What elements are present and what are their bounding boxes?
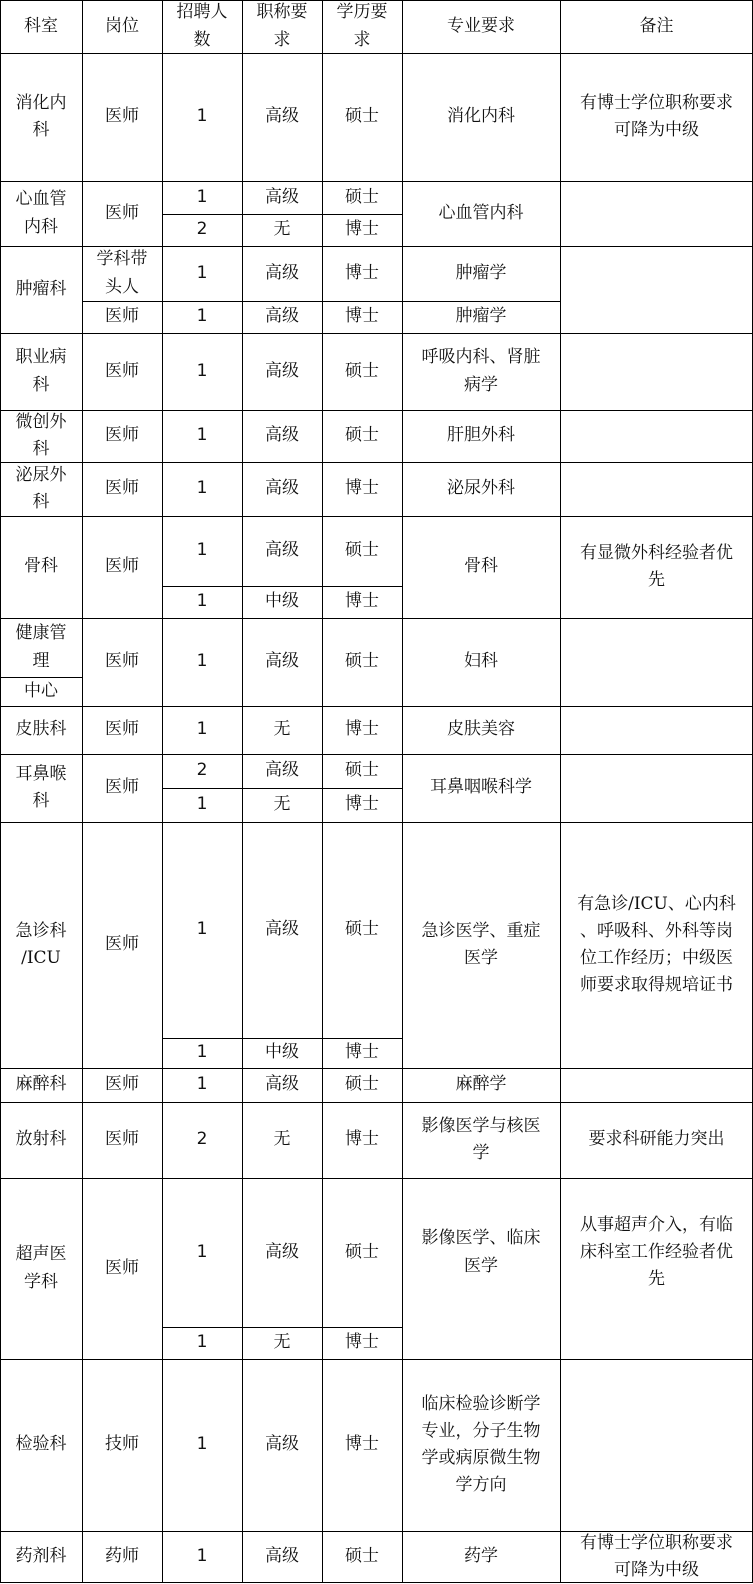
edu-req-cell: 博士 bbox=[345, 262, 379, 283]
position-cell: 技师 bbox=[105, 1434, 139, 1455]
grid-line bbox=[0, 516, 753, 517]
grid-line bbox=[162, 214, 402, 215]
major-cell: 麻醉学 bbox=[455, 1074, 507, 1095]
edu-req-cell: 博士 bbox=[345, 1332, 379, 1353]
grid-line bbox=[162, 1038, 402, 1039]
count-cell: 1 bbox=[196, 262, 208, 283]
edu-req-cell: 硕士 bbox=[345, 1074, 379, 1095]
grid-line bbox=[322, 0, 323, 1583]
dept-cell: 检验科 bbox=[15, 1434, 67, 1455]
title-req-cell: 高级 bbox=[265, 186, 299, 207]
position-cell: 医师 bbox=[105, 202, 139, 223]
position-cell: 医师 bbox=[105, 651, 139, 672]
dept-cell: 超声医 学科 bbox=[15, 1244, 67, 1292]
grid-line bbox=[0, 754, 753, 755]
remark-cell: 有显微外科经验者优 先 bbox=[580, 542, 733, 590]
major-cell: 耳鼻咽喉科学 bbox=[430, 777, 532, 798]
count-cell: 1 bbox=[196, 186, 208, 207]
title-req-cell: 高级 bbox=[265, 1241, 299, 1262]
edu-req-cell: 硕士 bbox=[345, 186, 379, 207]
position-cell: 医师 bbox=[105, 478, 139, 499]
grid-line bbox=[0, 0, 1, 1583]
major-cell: 消化内科 bbox=[447, 106, 515, 127]
position-cell: 医师 bbox=[105, 360, 139, 381]
dept-cell: 骨科 bbox=[24, 556, 58, 577]
dept-cell: 肿瘤科 bbox=[15, 278, 67, 299]
dept-cell: 健康管 理 bbox=[15, 623, 67, 671]
position-cell: 医师 bbox=[105, 106, 139, 127]
count-cell: 1 bbox=[196, 1042, 208, 1063]
grid-line bbox=[0, 706, 753, 707]
count-cell: 2 bbox=[196, 1129, 208, 1150]
edu-req-cell: 硕士 bbox=[345, 106, 379, 127]
edu-req-cell: 博士 bbox=[345, 794, 379, 815]
major-cell: 心血管内科 bbox=[438, 202, 524, 223]
header-dept: 科室 bbox=[24, 15, 58, 36]
grid-line bbox=[162, 586, 402, 587]
grid-line bbox=[0, 1102, 753, 1103]
count-cell: 2 bbox=[196, 760, 208, 781]
position-cell: 医师 bbox=[105, 934, 139, 955]
major-cell: 影像医学与核医 学 bbox=[421, 1115, 541, 1163]
count-cell: 2 bbox=[196, 219, 208, 240]
edu-req-cell: 硕士 bbox=[345, 919, 379, 940]
edu-req-cell: 硕士 bbox=[345, 1241, 379, 1262]
count-cell: 1 bbox=[196, 1074, 208, 1095]
title-req-cell: 高级 bbox=[265, 306, 299, 327]
dept-cell-continued: 中心 bbox=[24, 680, 58, 701]
dept-cell: 药剂科 bbox=[15, 1546, 67, 1567]
count-cell: 1 bbox=[196, 1332, 208, 1353]
title-req-cell: 高级 bbox=[265, 540, 299, 561]
grid-line bbox=[0, 1359, 753, 1360]
header-major-req: 专业要求 bbox=[447, 15, 515, 36]
grid-line bbox=[0, 1068, 753, 1069]
header-edu-req: 学历要 求 bbox=[336, 2, 388, 50]
grid-line bbox=[0, 462, 753, 463]
count-cell: 1 bbox=[196, 719, 208, 740]
dept-cell: 急诊科 /ICU bbox=[15, 920, 67, 968]
grid-line bbox=[0, 53, 753, 54]
grid-line bbox=[0, 677, 82, 678]
grid-line bbox=[0, 0, 753, 1]
title-req-cell: 中级 bbox=[265, 1042, 299, 1063]
major-cell: 皮肤美容 bbox=[447, 719, 515, 740]
count-cell: 1 bbox=[196, 360, 208, 381]
title-req-cell: 高级 bbox=[265, 760, 299, 781]
title-req-cell: 高级 bbox=[265, 478, 299, 499]
title-req-cell: 高级 bbox=[265, 1546, 299, 1567]
grid-line bbox=[0, 1178, 753, 1179]
grid-line bbox=[0, 246, 753, 247]
edu-req-cell: 博士 bbox=[345, 1042, 379, 1063]
edu-req-cell: 硕士 bbox=[345, 425, 379, 446]
grid-line bbox=[0, 1531, 753, 1532]
title-req-cell: 中级 bbox=[265, 591, 299, 612]
edu-req-cell: 博士 bbox=[345, 719, 379, 740]
grid-line bbox=[0, 410, 753, 411]
edu-req-cell: 博士 bbox=[345, 1129, 379, 1150]
major-cell: 药学 bbox=[464, 1546, 498, 1567]
grid-line bbox=[162, 788, 402, 789]
grid-line bbox=[82, 0, 83, 1583]
dept-cell: 放射科 bbox=[15, 1129, 67, 1150]
title-req-cell: 高级 bbox=[265, 651, 299, 672]
title-req-cell: 高级 bbox=[265, 919, 299, 940]
title-req-cell: 高级 bbox=[265, 360, 299, 381]
header-remark: 备注 bbox=[639, 15, 674, 36]
count-cell: 1 bbox=[196, 106, 208, 127]
position-cell: 医师 bbox=[105, 719, 139, 740]
grid-line bbox=[162, 1327, 402, 1328]
dept-cell: 皮肤科 bbox=[15, 719, 67, 740]
position-cell: 医师 bbox=[105, 1074, 139, 1095]
major-cell: 肿瘤学 bbox=[455, 306, 507, 327]
position-cell: 医师 bbox=[105, 1257, 139, 1278]
major-cell: 泌尿外科 bbox=[447, 478, 515, 499]
count-cell: 1 bbox=[196, 591, 208, 612]
count-cell: 1 bbox=[196, 1241, 208, 1262]
count-cell: 1 bbox=[196, 478, 208, 499]
title-req-cell: 无 bbox=[273, 719, 291, 740]
major-cell: 临床检验诊断学 专业，分子生物 学或病原微生物 学方向 bbox=[421, 1393, 541, 1496]
major-cell: 影像医学、临床 医学 bbox=[421, 1228, 541, 1276]
remark-cell: 有急诊/ICU、心内科 、呼吸科、外科等岗 位工作经历；中级医 师要求取得规培证书 bbox=[577, 893, 736, 996]
title-req-cell: 无 bbox=[273, 794, 291, 815]
dept-cell: 泌尿外 科 bbox=[15, 464, 67, 512]
major-cell: 肿瘤学 bbox=[455, 262, 507, 283]
position-cell: 药师 bbox=[105, 1546, 139, 1567]
edu-req-cell: 硕士 bbox=[345, 360, 379, 381]
count-cell: 1 bbox=[196, 425, 208, 446]
header-count: 招聘人 数 bbox=[176, 2, 228, 50]
edu-req-cell: 博士 bbox=[345, 1434, 379, 1455]
major-cell: 肝胆外科 bbox=[447, 425, 515, 446]
title-req-cell: 高级 bbox=[265, 425, 299, 446]
remark-cell: 有博士学位职称要求 可降为中级 bbox=[580, 92, 733, 140]
grid-line bbox=[82, 301, 560, 302]
dept-cell: 微创外 科 bbox=[15, 411, 67, 459]
edu-req-cell: 博士 bbox=[345, 306, 379, 327]
edu-req-cell: 博士 bbox=[345, 478, 379, 499]
edu-req-cell: 博士 bbox=[345, 591, 379, 612]
dept-cell: 消化内 科 bbox=[15, 92, 67, 140]
position-cell: 医师 bbox=[105, 306, 139, 327]
edu-req-cell: 硕士 bbox=[345, 540, 379, 561]
title-req-cell: 无 bbox=[273, 219, 291, 240]
grid-line bbox=[0, 333, 753, 334]
dept-cell: 职业病 科 bbox=[15, 347, 67, 395]
dept-cell: 心血管 内科 bbox=[15, 189, 67, 237]
dept-cell: 麻醉科 bbox=[15, 1074, 67, 1095]
edu-req-cell: 博士 bbox=[345, 219, 379, 240]
position-cell: 医师 bbox=[105, 777, 139, 798]
title-req-cell: 高级 bbox=[265, 262, 299, 283]
title-req-cell: 高级 bbox=[265, 1074, 299, 1095]
grid-line bbox=[0, 618, 753, 619]
major-cell: 呼吸内科、肾脏 病学 bbox=[421, 347, 541, 395]
position-cell: 学科带 头人 bbox=[96, 249, 148, 297]
edu-req-cell: 硕士 bbox=[345, 651, 379, 672]
header-position: 岗位 bbox=[105, 15, 139, 36]
count-cell: 1 bbox=[196, 306, 208, 327]
remark-cell: 从事超声介入，有临 床科室工作经验者优 先 bbox=[580, 1214, 733, 1290]
grid-line bbox=[242, 0, 243, 1583]
grid-line bbox=[402, 0, 403, 1583]
title-req-cell: 无 bbox=[273, 1332, 291, 1353]
grid-line bbox=[560, 0, 561, 1583]
major-cell: 急诊医学、重症 医学 bbox=[421, 920, 541, 968]
grid-line bbox=[162, 0, 163, 1583]
remark-cell: 有博士学位职称要求 可降为中级 bbox=[580, 1532, 733, 1580]
dept-cell: 耳鼻喉 科 bbox=[15, 763, 67, 811]
grid-line bbox=[0, 181, 753, 182]
title-req-cell: 高级 bbox=[265, 106, 299, 127]
position-cell: 医师 bbox=[105, 425, 139, 446]
count-cell: 1 bbox=[196, 1546, 208, 1567]
major-cell: 妇科 bbox=[464, 651, 498, 672]
count-cell: 1 bbox=[196, 919, 208, 940]
count-cell: 1 bbox=[196, 540, 208, 561]
count-cell: 1 bbox=[196, 651, 208, 672]
edu-req-cell: 硕士 bbox=[345, 1546, 379, 1567]
header-title-req: 职称要 求 bbox=[256, 2, 308, 50]
title-req-cell: 高级 bbox=[265, 1434, 299, 1455]
position-cell: 医师 bbox=[105, 556, 139, 577]
count-cell: 1 bbox=[196, 794, 208, 815]
count-cell: 1 bbox=[196, 1434, 208, 1455]
remark-cell: 要求科研能力突出 bbox=[588, 1129, 725, 1150]
major-cell: 骨科 bbox=[464, 556, 498, 577]
position-cell: 医师 bbox=[105, 1129, 139, 1150]
edu-req-cell: 硕士 bbox=[345, 760, 379, 781]
grid-line bbox=[0, 822, 753, 823]
title-req-cell: 无 bbox=[273, 1129, 291, 1150]
